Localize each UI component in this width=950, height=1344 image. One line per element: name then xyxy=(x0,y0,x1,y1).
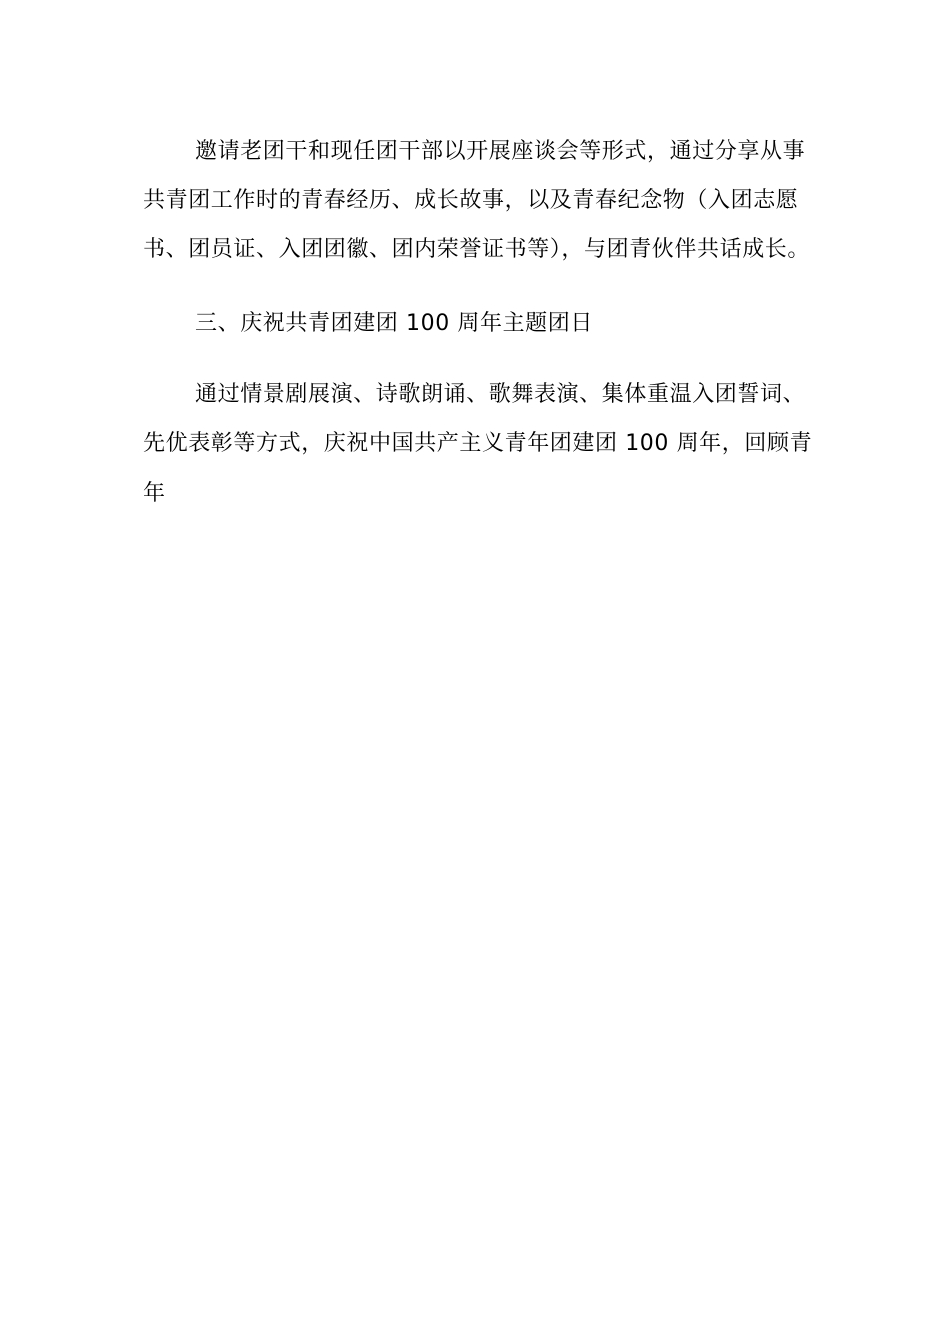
paragraph-2-line-2: 先优表彰等方式，庆祝中国共产主义青年团建团 100 周年，回顾青 xyxy=(143,431,813,456)
paragraph-1-line-3: 书、团员证、入团团徽、团内荣誉证书等），与团青伙伴共话成长。 xyxy=(143,237,811,262)
section-heading: 三、庆祝共青团建团 100 周年主题团日 xyxy=(195,311,593,336)
paragraph-1-line-2: 共青团工作时的青春经历、成长故事，以及青春纪念物（入团志愿 xyxy=(143,188,799,213)
paragraph-2-line-1: 通过情景剧展演、诗歌朗诵、歌舞表演、集体重温入团誓词、 xyxy=(195,382,806,407)
paragraph-2-line-3: 年 xyxy=(143,481,166,506)
paragraph-1-line-1: 邀请老团干和现任团干部以开展座谈会等形式，通过分享从事 xyxy=(195,139,806,164)
